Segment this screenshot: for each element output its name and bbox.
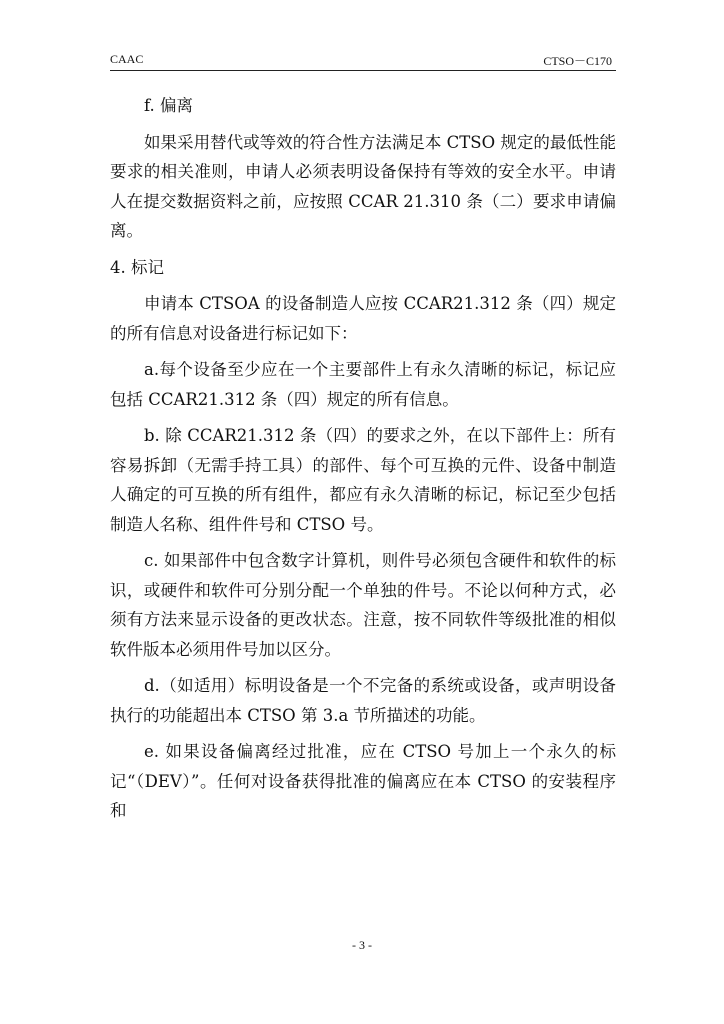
page-header — [110, 52, 616, 70]
section-f-title: f. 偏离 — [144, 96, 194, 115]
section-marking-heading: 4. 标记 — [110, 257, 164, 277]
marking-intro-paragraph: 申请本 CTSOA 的设备制造人应按 CCAR21.312 条（四）规定的所有信息对设备进行标记如下： — [110, 294, 616, 343]
marking-item-e: e. 如果设备偏离经过批准，应在 CTSO 号加上一个永久的标记“（DEV）”。任何对设备获得批准的偏离应在本 CTSO 的安装程序和 — [110, 742, 616, 820]
header-org: CAAC — [110, 52, 144, 66]
header-doc-id: CTSO－C170 — [543, 54, 612, 68]
page-number: - 3 - — [352, 938, 372, 952]
document-body — [110, 91, 616, 833]
header-divider — [110, 70, 616, 71]
marking-item-c: c. 如果部件中包含数字计算机，则件号必须包含硬件和软件的标识，或硬件和软件可分别分配一个单独的件号。不论以何种方式，必须有方法来显示设备的更改状态。注意，按不同软件等级批准的相似软件版本必须用件号加以区分。 — [110, 551, 616, 659]
marking-item-a: a.每个设备至少应在一个主要部件上有永久清晰的标记，标记应包括 CCAR21.312 条（四）规定的所有信息。 — [110, 360, 616, 409]
marking-item-b: b. 除 CCAR21.312 条（四）的要求之外，在以下部件上：所有容易拆卸（无需手持工具）的部件、每个可互换的元件、设备中制造人确定的可互换的所有组件，都应有永久清晰的标记，标记至少包括制造人名称、组件件号和 CTSO 号。 — [110, 426, 616, 534]
section-f-paragraph: 如果采用替代或等效的符合性方法满足本 CTSO 规定的最低性能要求的相关准则，申请人必须表明设备保持有等效的安全水平。申请人在提交数据资料之前，应按照 CCAR 21.310 条（二）要求申请偏离。 — [110, 132, 616, 240]
marking-item-d: d.（如适用）标明设备是一个不完备的系统或设备，或声明设备执行的功能超出本 CTSO 第 3.a 节所描述的功能。 — [110, 676, 616, 725]
